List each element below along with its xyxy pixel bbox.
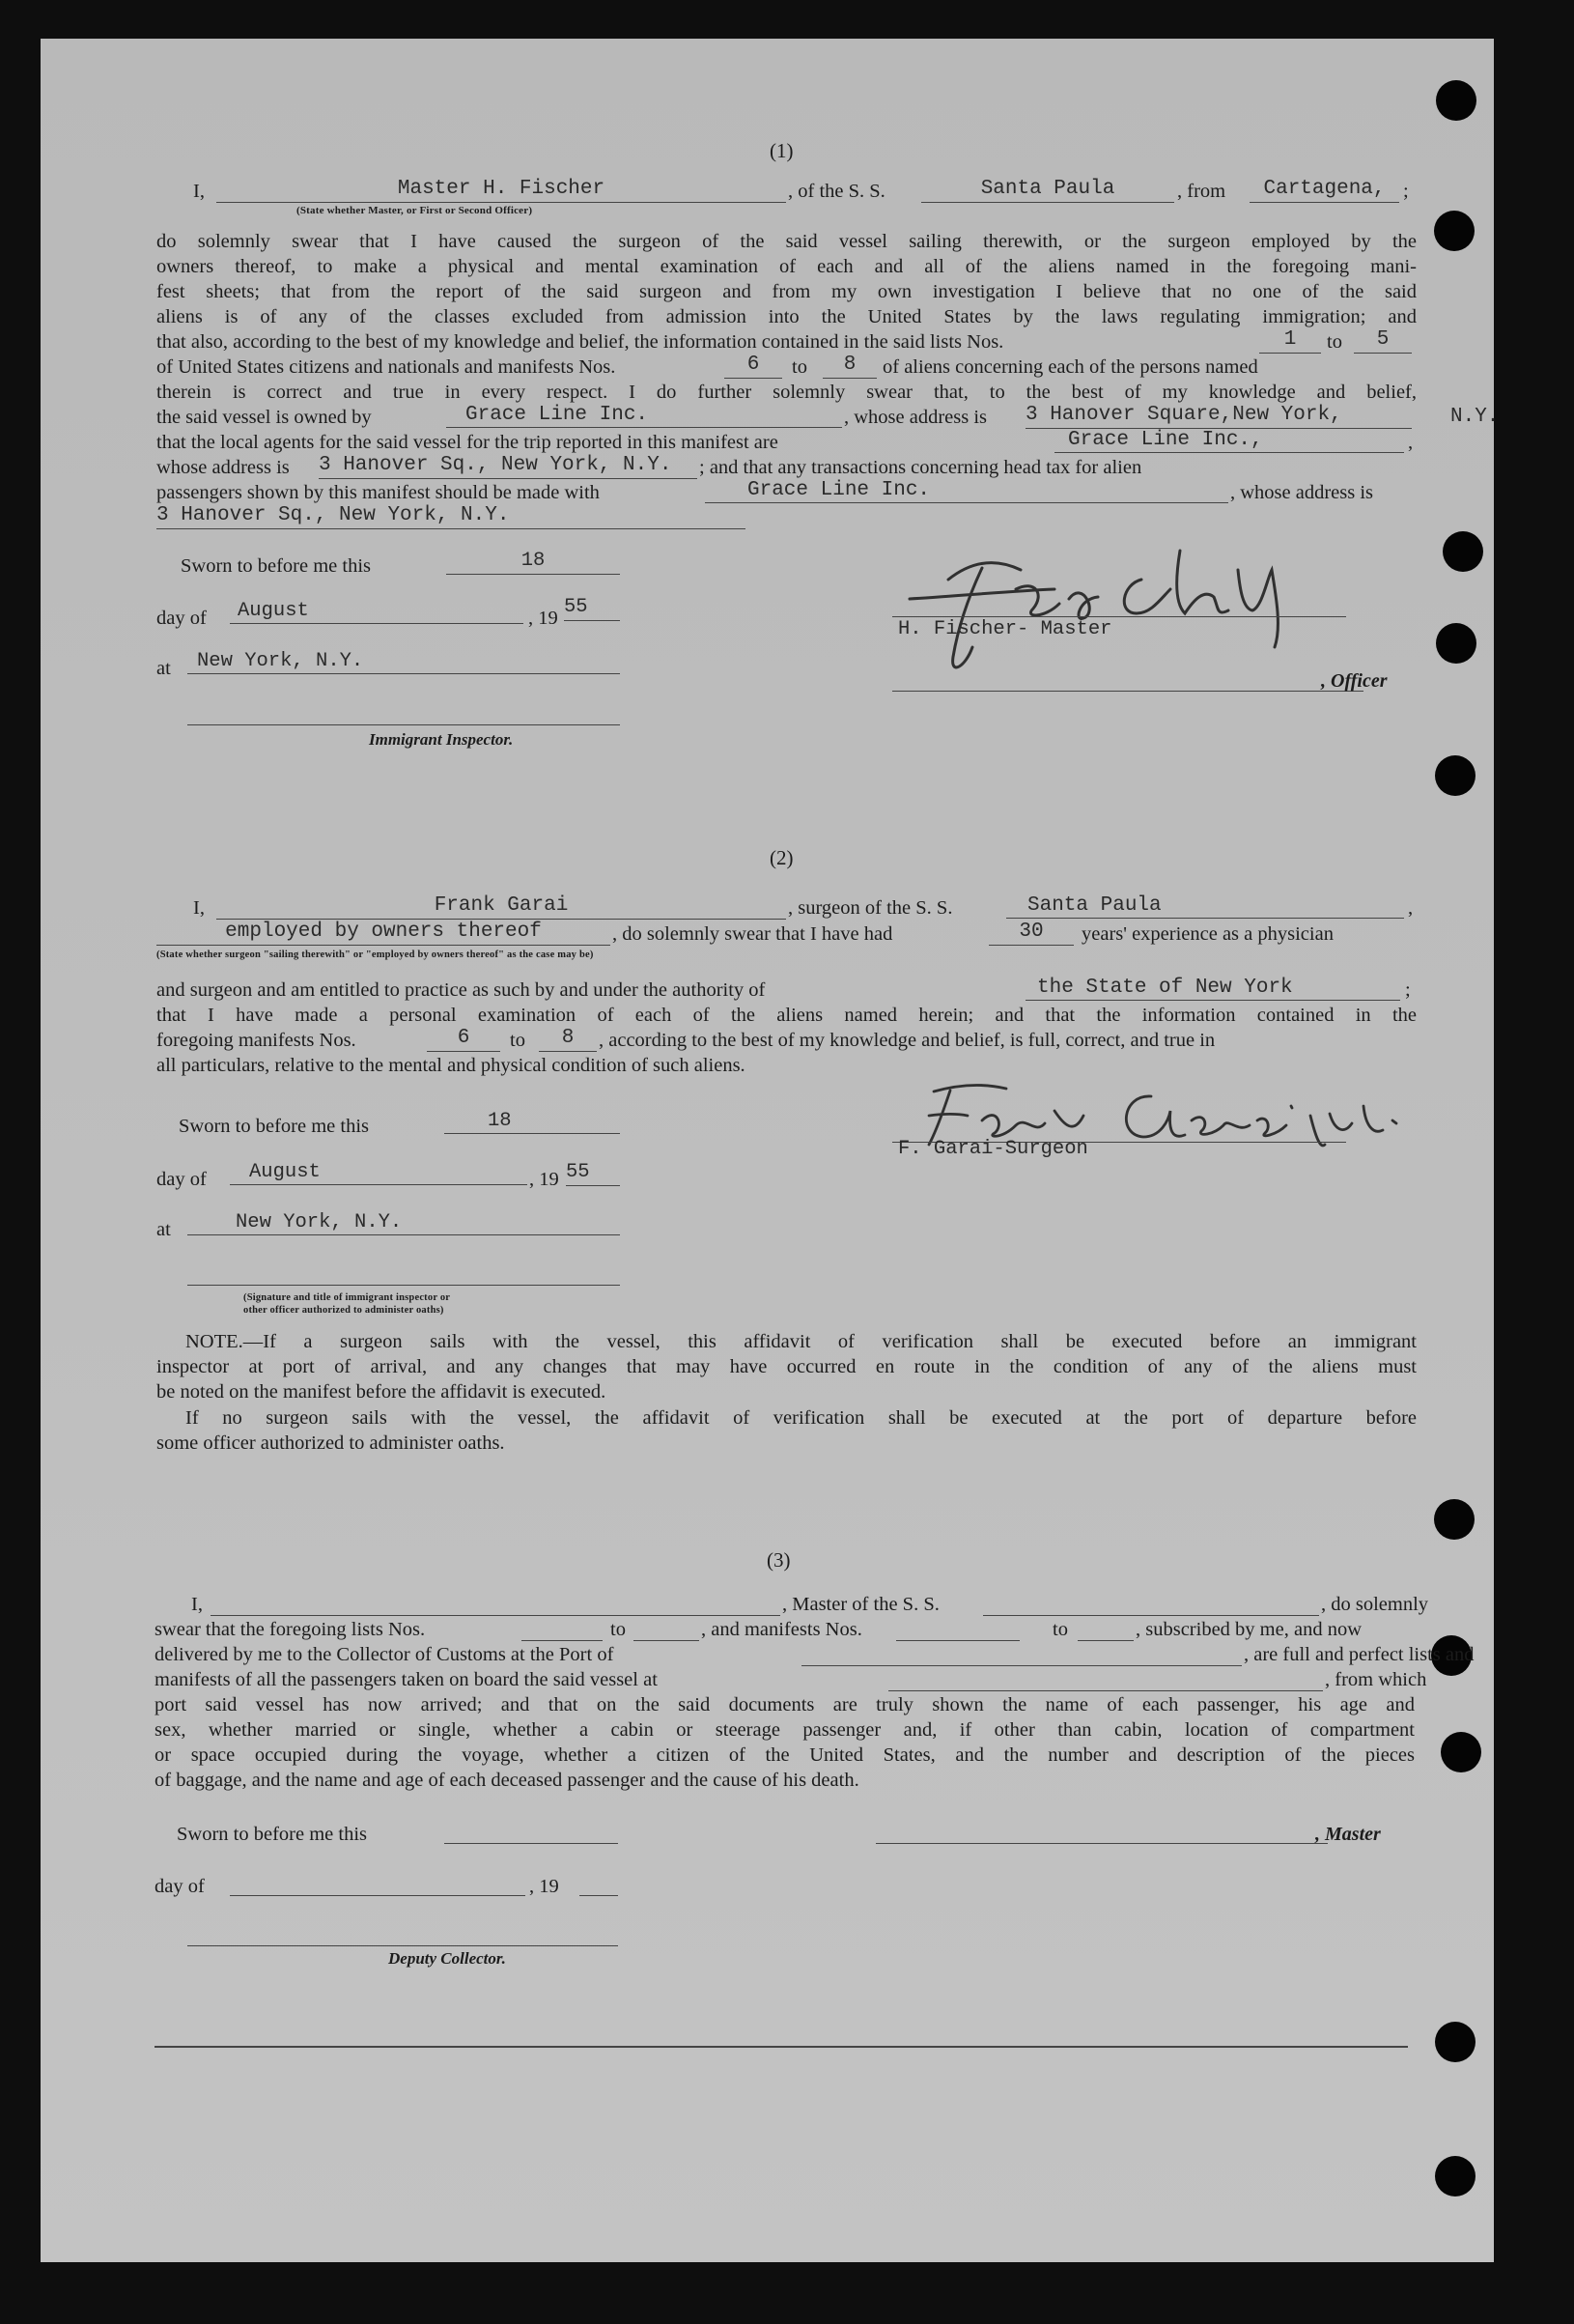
note-line-5: some officer authorized to administer oaths. <box>156 1432 505 1454</box>
s3-port-field <box>801 1642 1242 1666</box>
s2-month: August <box>230 1162 527 1185</box>
lists-to-field: 5 <box>1354 329 1412 354</box>
s1-at: at <box>156 658 171 679</box>
master-signature <box>890 522 1373 686</box>
headtax-address-field: 3 Hanover Sq., New York, N.Y. <box>156 505 745 529</box>
s2-q3a: foregoing manifests Nos. <box>156 1030 356 1051</box>
s1-p6b: of aliens concerning each of the persons named <box>883 356 1258 378</box>
s3-r5: port said vessel has now arrived; and that on the said documents are truly shown the name of each passenger, his age and <box>155 1694 1415 1715</box>
s2-comma: , <box>1408 897 1414 919</box>
s3-r8: of baggage, and the name and age of each deceased passenger and the cause of his death. <box>155 1770 859 1791</box>
s1-of-ss: , of the S. S. <box>788 181 885 202</box>
s2-years-tail: years' experience as a physician <box>1082 923 1334 945</box>
master-signature-line <box>892 616 1346 617</box>
s1-p9a: that the local agents for the said vessel for the trip reported in this manifest are <box>156 432 778 453</box>
owner-address-tail: N.Y. <box>1450 406 1500 428</box>
s3-i: I, <box>191 1594 203 1615</box>
s3-r2-to: to <box>610 1619 626 1640</box>
binder-hole-9 <box>1435 2022 1476 2062</box>
s2-surgeon-of: , surgeon of the S. S. <box>788 897 953 919</box>
from-port-field: Cartagena, <box>1250 179 1399 203</box>
ship-name-field: Santa Paula <box>921 179 1174 203</box>
note-line-4: If no surgeon sails with the vessel, the affidavit of verification shall be executed at the port of departure before <box>185 1407 1417 1429</box>
s1-sworn-day: 18 <box>446 551 620 575</box>
owner-field: Grace Line Inc. <box>446 405 842 428</box>
s3-r1b: , Master of the S. S. <box>782 1594 940 1615</box>
owner-address-field: 3 Hanover Square,New York, <box>1026 405 1412 429</box>
s3-ship-field <box>983 1592 1319 1616</box>
s1-year-prefix: , 19 <box>528 608 558 629</box>
s3-day-of: day of <box>155 1876 205 1897</box>
agents-address-field: 3 Hanover Sq., New York, N.Y. <box>319 455 697 479</box>
note-line-3: be noted on the manifest before the affidavit is executed. <box>156 1381 606 1403</box>
s2-man-from: 6 <box>427 1028 500 1052</box>
s2-swear: , do solemnly swear that I have had <box>612 923 893 945</box>
s2-day-of: day of <box>156 1169 207 1190</box>
bottom-rule <box>155 2046 1408 2048</box>
s1-comma: , <box>1408 432 1414 453</box>
s2-inspector-signature-line <box>187 1285 620 1286</box>
s1-to2: to <box>792 356 807 378</box>
s1-month: August <box>230 601 523 624</box>
surgeon-name-field: Frank Garai <box>216 895 786 920</box>
s3-boarded-at-field <box>888 1667 1323 1691</box>
s3-master-name-field <box>211 1592 780 1616</box>
s1-p1: do solemnly swear that I have caused the surgeon of the said vessel sailing therewith, or the surgeon employed by the <box>156 231 1417 252</box>
lists-from-field: 1 <box>1259 329 1321 354</box>
s3-master-signature-line <box>876 1843 1328 1844</box>
s1-p4: aliens is of any of the classes excluded from admission into the United States by the laws regulating immigration; and <box>156 306 1417 327</box>
officer-line <box>892 691 1363 692</box>
binder-hole-4 <box>1436 623 1476 664</box>
section-2-number: (2) <box>770 846 794 869</box>
s3-master-label: , Master <box>1315 1824 1381 1845</box>
s1-inspector-label: Immigrant Inspector. <box>369 730 514 749</box>
s3-man-from <box>896 1617 1020 1641</box>
binder-hole-5 <box>1435 755 1476 796</box>
s2-sig-hint-2: other officer authorized to administer oaths) <box>243 1305 444 1316</box>
s1-p10b: ; and that any transactions concerning head tax for alien <box>699 457 1142 478</box>
s3-collector-label: Deputy Collector. <box>388 1949 506 1968</box>
s3-lists-from <box>521 1617 603 1641</box>
s1-p7: therein is correct and true in every respect. I do further solemnly swear that, to the best of my knowledge and belief, <box>156 382 1417 403</box>
s3-month-line <box>230 1895 525 1896</box>
s3-r2b: , and manifests Nos. <box>701 1619 862 1640</box>
s3-r1c: , do solemnly <box>1321 1594 1429 1615</box>
employment-field: employed by owners thereof <box>156 921 610 946</box>
s3-r2c: , subscribed by me, and now <box>1136 1619 1362 1640</box>
headtax-with-field: Grace Line Inc. <box>705 480 1228 503</box>
s1-from: , from <box>1177 181 1226 202</box>
s2-place: New York, N.Y. <box>187 1212 620 1235</box>
s2-at: at <box>156 1219 171 1240</box>
s1-inspector-signature-line <box>187 724 620 725</box>
s3-man-to <box>1078 1617 1134 1641</box>
s3-sworn-label: Sworn to before me this <box>177 1824 367 1845</box>
s2-q2: that I have made a personal examination of each of the aliens named herein; and that the information contained in the <box>156 1005 1417 1026</box>
s3-r3a: delivered by me to the Collector of Customs at the Port of <box>155 1644 614 1665</box>
s2-year-prefix: , 19 <box>529 1169 559 1190</box>
s2-sig-hint-1: (Signature and title of immigrant inspector or <box>243 1292 451 1303</box>
s3-r2-to2: to <box>1053 1619 1068 1640</box>
s2-sworn-day: 18 <box>444 1111 620 1134</box>
agents-field: Grace Line Inc., <box>1054 430 1404 453</box>
s2-sworn-label: Sworn to before me this <box>179 1116 369 1137</box>
s3-r6: sex, whether married or single, whether a cabin or steerage passenger and, if other than cabin, location of compartment <box>155 1719 1415 1741</box>
s3-collector-signature-line <box>187 1945 618 1946</box>
manifests-to-field: 8 <box>823 354 877 379</box>
s3-r7: or space occupied during the voyage, whether a citizen of the United States, and the number and description of the pieces <box>155 1744 1415 1766</box>
note-line-2: inspector at port of arrival, and any changes that may have occurred en route in the condition of any of the aliens must <box>156 1356 1417 1377</box>
s3-year-line <box>579 1895 618 1896</box>
s2-semicolon: ; <box>1405 979 1411 1001</box>
binder-hole-8 <box>1441 1732 1481 1772</box>
authority-field: the State of New York <box>1026 978 1400 1001</box>
s1-place: New York, N.Y. <box>187 651 620 674</box>
s3-r3b: , are full and perfect lists and <box>1244 1644 1475 1665</box>
officer-label: , Officer <box>1321 670 1388 692</box>
s1-sworn-label: Sworn to before me this <box>181 555 371 577</box>
s1-i: I, <box>193 181 205 202</box>
s2-ship-field: Santa Paula <box>1006 895 1404 919</box>
manifests-from-field: 6 <box>724 354 782 379</box>
s1-p11a: passengers shown by this manifest should be made with <box>156 482 600 503</box>
s1-to1: to <box>1327 331 1342 353</box>
master-typed-name: H. Fischer- Master <box>898 618 1112 640</box>
s2-q3b: , according to the best of my knowledge and belief, is full, correct, and true in <box>599 1030 1216 1051</box>
s1-p8a: the said vessel is owned by <box>156 407 372 428</box>
s2-year: 55 <box>566 1162 620 1186</box>
s3-r4a: manifests of all the passengers taken on board the said vessel at <box>155 1669 658 1690</box>
form-page <box>41 39 1500 2262</box>
s1-p3: fest sheets; that from the report of the said surgeon and from my own investigation I believe that no one of the said <box>156 281 1417 302</box>
s2-i: I, <box>193 897 205 919</box>
s1-day-of: day of <box>156 608 207 629</box>
s3-year-prefix: , 19 <box>529 1876 559 1897</box>
s3-lists-to <box>633 1617 699 1641</box>
surgeon-typed-name: F. Garai-Surgeon <box>898 1138 1088 1160</box>
binder-hole-2 <box>1434 211 1475 251</box>
s1-p5: that also, according to the best of my knowledge and belief, the information contained in the said lists Nos. <box>156 331 1004 353</box>
s3-sworn-day-line <box>444 1843 618 1844</box>
binder-hole-1 <box>1436 80 1476 121</box>
s1-p10a: whose address is <box>156 457 290 478</box>
s3-r2a: swear that the foregoing lists Nos. <box>155 1619 426 1640</box>
s1-year: 55 <box>564 597 620 621</box>
s1-p2: owners thereof, to make a physical and mental examination of each and all of the aliens named in the foregoing mani- <box>156 256 1417 277</box>
section-3-number: (3) <box>767 1548 791 1572</box>
years-field: 30 <box>989 921 1074 946</box>
s1-p6a: of United States citizens and nationals and manifests Nos. <box>156 356 616 378</box>
s1-p8b: , whose address is <box>844 407 988 428</box>
s2-q1a: and surgeon and am entitled to practice as such by and under the authority of <box>156 979 766 1001</box>
section-1-number: (1) <box>770 139 794 162</box>
s1-semicolon: ; <box>1403 181 1409 202</box>
employment-hint: (State whether surgeon "sailing therewith" or "employed by owners thereof" as the case may be) <box>156 949 594 960</box>
s3-r4b: , from which <box>1325 1669 1427 1690</box>
binder-hole-10 <box>1435 2156 1476 2196</box>
binder-hole-6 <box>1434 1499 1475 1540</box>
master-hint: (State whether Master, or First or Second Officer) <box>296 205 533 216</box>
note-line-1: NOTE.—If a surgeon sails with the vessel, this affidavit of verification shall be executed before an immigrant <box>185 1331 1417 1352</box>
binder-hole-3 <box>1443 531 1483 572</box>
s1-p11b: , whose address is <box>1230 482 1374 503</box>
s2-man-to: 8 <box>539 1028 597 1052</box>
s2-to: to <box>510 1030 525 1051</box>
s2-q4: all particulars, relative to the mental and physical condition of such aliens. <box>156 1055 745 1076</box>
master-name-field: Master H. Fischer <box>216 179 786 203</box>
